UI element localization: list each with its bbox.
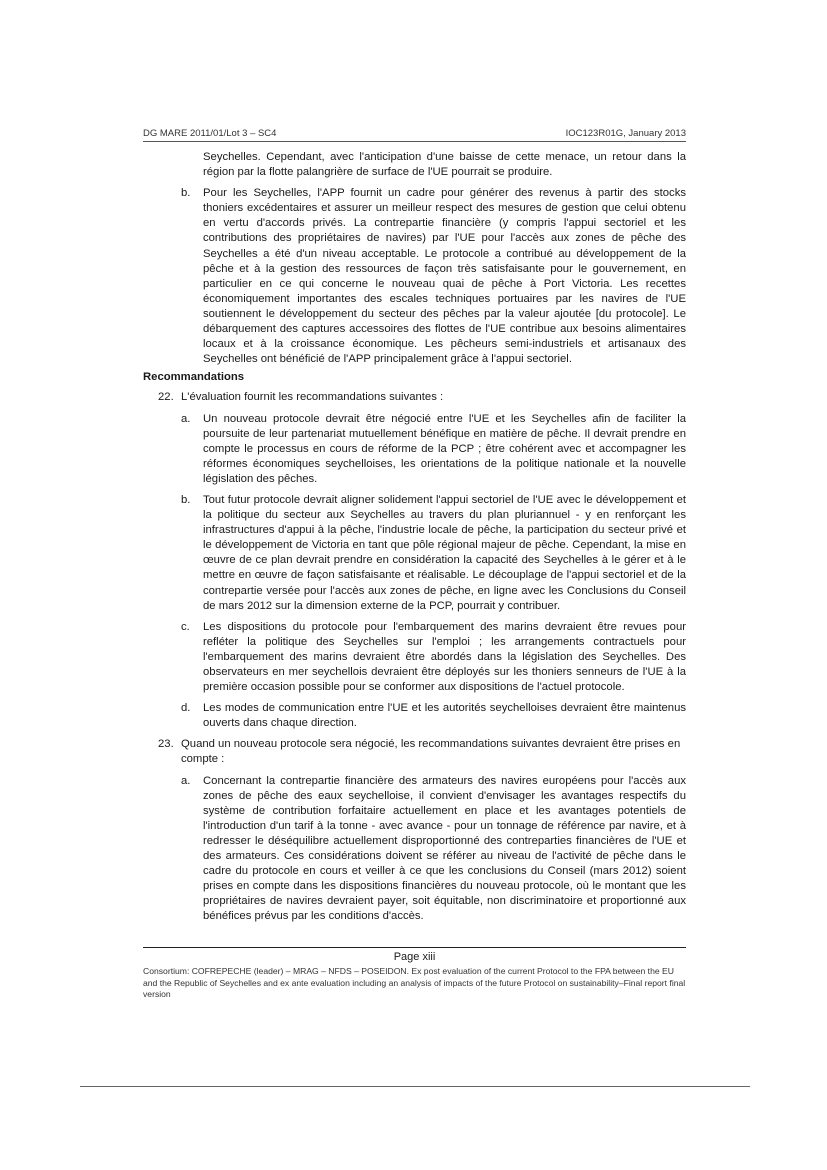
continued-text: Seychelles. Cependant, avec l'anticipation d'une baisse de cette menace, un retour dans la région par la flotte palangrière de surface de l'UE pourrait se produire.	[203, 151, 686, 179]
list-item-b-conclusion	[143, 186, 686, 367]
header-left: DG MARE 2011/01/Lot 3 – SC4	[143, 128, 277, 139]
list-item-text: Un nouveau protocole devrait être négocié entre l'UE et les Seychelles afin de faciliter la poursuite de leur partenariat mutuellement bénéfique en matière de pêche. Il devrait prendre en compte le processus en cours de réforme de la PCP ; être cohérent avec et accompagner les réformes économiques seychelloises, les orientations de la politique nationale et la nouvelle législation des pêches.	[203, 412, 686, 485]
page-number: Page xiii	[393, 951, 436, 963]
paragraph-text: Quand un nouveau protocole sera négocié, les recommandations suivantes devraient être prises en compte :	[181, 738, 681, 766]
paragraph-text: L'évaluation fournit les recommandations suivantes :	[181, 391, 444, 404]
document-body	[143, 150, 686, 925]
list-marker: c.	[181, 620, 190, 633]
header-right: IOC123R01G, January 2013	[565, 128, 686, 139]
running-header	[143, 128, 686, 142]
list-item	[143, 701, 686, 731]
list-item	[143, 774, 686, 925]
paragraph-number: 22.	[158, 391, 174, 404]
header-divider	[143, 141, 686, 142]
list-item	[143, 412, 686, 487]
list-item-text: Pour les Seychelles, l'APP fournit un cadre pour générer des revenus à partir des stocks thoniers excédentaires et assurer un meilleur respect des mesures de gestion que celui obtenu en vertu d'accords privés. La contrepartie financière (y compris l'appui sectoriel et les contributions des propriétaires de navires) par l'UE pour l'accès aux zones de pêche des Seychelles a été d'un niveau acceptable. Le protocole a contribué au développement de la pêche et à la gestion des ressources de façon très satisfaisante pour le gouvernement, en particulier en ce qui concerne le nouveau quai de pêche à Port Victoria. Les recettes économiquement importantes des escales techniques portuaires par les navires de l'UE soutiennent le développement du secteur des pêches par la valeur ajoutée [du protocole]. Le débarquement des captures accessoires des flottes de l'UE contribue aux besoins alimentaires locaux et à la croissance économique. Les pêcheurs semi-industriels et artisanaux des Seychelles ont bénéficié de l'APP principalement grâce à l'appui sectoriel.	[203, 187, 686, 366]
section-heading: Recommandations	[143, 371, 245, 384]
paragraph-number: 23.	[158, 738, 174, 751]
list-item-text: Les modes de communication entre l'UE et les autorités seychelloises devraient être maintenus ouverts dans chaque direction.	[203, 702, 686, 730]
list-item-text: Tout futur protocole devrait aligner solidement l'appui sectoriel de l'UE avec le développement et la politique du secteur aux Seychelles au travers du plan pluriannuel - y en renforçant les infrastructures d'appui à la pêche, l'industrie locale de pêche, la participation du secteur privé et le développement de Victoria en tant que pôle régional majeur de pêche. Cependant, la mise en œuvre de ce plan devrait prendre en considération la capacité des Seychelles à le gérer et à le mettre en œuvre de façon satisfaisante et réalisable. Le découplage de l'appui sectoriel et de la contrepartie versée pour l'accès aux zones de pêche, en ligne avec les Conclusions du Conseil de mars 2012 sur la dimension externe de la PCP, pourrait y contribuer.	[203, 493, 686, 612]
footer-divider	[143, 947, 686, 948]
numbered-paragraph-22	[143, 390, 686, 405]
page-bottom-rule	[80, 1086, 750, 1087]
list-marker: a.	[181, 412, 191, 425]
list-marker: b.	[181, 187, 191, 200]
numbered-paragraph-23	[143, 737, 686, 767]
list-item	[143, 493, 686, 614]
list-item-text: Concernant la contrepartie financière des armateurs des navires européens pour l'accès aux zones de pêche des eaux seychelloise, il convient d'envisager les avantages respectifs du système de contribution forfaitaire actuellement en place et les avantages potentiels de l'introduction d'un tarif à la tonne - avec avance - pour un tonnage de référence par navire, et à redresser le déséquilibre actuellement disproportionné des contreparties financières de l'UE et des armateurs. Ces considérations doivent se référer au niveau de l'activité de pêche dans le cadre du protocole en cours et veiller à ce que les conclusions du Conseil (mars 2012) soient prises en compte dans les dispositions financières du nouveau protocole, où le montant que les propriétaires de navires devraient payer, soit équitable, non discriminatoire et proportionné aux bénéfices prévus par les conditions d'accès.	[203, 774, 686, 923]
list-marker: b.	[181, 493, 191, 506]
list-marker: d.	[181, 702, 191, 715]
continued-paragraph	[143, 150, 686, 180]
list-item	[143, 620, 686, 695]
list-marker: a.	[181, 774, 191, 787]
list-item-text: Les dispositions du protocole pour l'embarquement des marins devraient être revues pour refléter la politique des Seychelles sur l'emploi ; les arrangements contractuels pour l'embarquement des marins devraient être abordés dans la législation des Seychelles. Des observateurs en mer seychellois devraient être déployés sur les thoniers senneurs de l'UE à la première occasion possible pour se conformer aux dispositions de l'actuel protocole.	[203, 620, 686, 694]
consortium-footer: Consortium: COFREPECHE (leader) – MRAG – NFDS – POSEIDON. Ex post evaluation of the current Protocol to the FPA between the EU and the Republic of Seychelles and ex ante evaluation including an analysis of impacts of the future Protocol on sustainability–Final report final version	[143, 966, 686, 999]
